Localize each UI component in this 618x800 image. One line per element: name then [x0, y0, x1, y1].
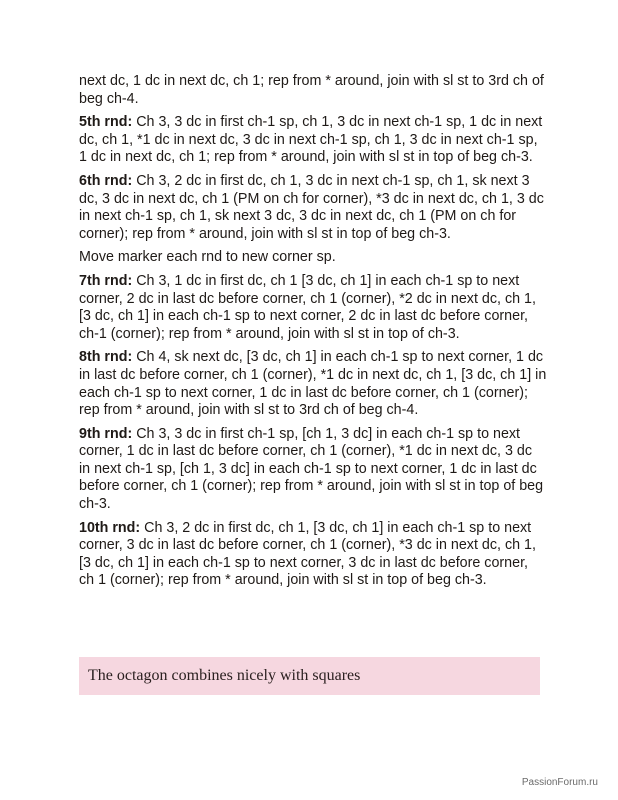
round-6 — [79, 173, 547, 243]
watermark: PassionForum.ru — [521, 777, 598, 788]
round-label: 5th rnd: — [79, 114, 133, 131]
round-text: Ch 3, 1 dc in first dc, ch 1 [3 dc, ch 1] in each ch-1 sp to next corner, 2 dc in last dc before corner, ch 1 (corner), *2 dc in next dc, ch 1, [3 dc, ch 1] in each ch-1 sp to next corner, 2 dc in last dc before corner, ch-1 (corner); rep from * around, join with sl st in top of ch-3. — [79, 272, 536, 342]
round-label: 8th rnd: — [79, 349, 133, 366]
callout-text: The octagon combines nicely with squares — [88, 667, 361, 684]
round-7 — [79, 273, 547, 343]
round-9 — [79, 426, 547, 514]
round-label: 10th rnd: — [79, 519, 141, 536]
round-label: 6th rnd: — [79, 172, 133, 189]
round-text: Ch 3, 3 dc in first ch-1 sp, ch 1, 3 dc in next ch-1 sp, 1 dc in next dc, ch 1, *1 dc in next dc, 3 dc in next ch-1 sp, ch 1, 3 dc in next ch-1 sp, 1 dc in next dc, ch 1; rep from * around, join with sl st in top of beg ch-3. — [79, 114, 543, 166]
round-text: Ch 3, 2 dc in first dc, ch 1, [3 dc, ch 1] in each ch-1 sp to next corner, 3 dc in last dc before corner, ch 1 (corner), *3 dc in next dc, ch 1, [3 dc, ch 1] in each ch-1 sp to next corner, 3 dc in last dc before corner, ch 1 (corner); rep from * around, join with sl st in top of beg ch-3. — [79, 519, 536, 589]
round-8 — [79, 349, 547, 419]
round-text: Ch 4, sk next dc, [3 dc, ch 1] in each ch-1 sp to next corner, 1 dc in last dc before corner, ch 1 (corner), *1 dc in next dc, ch 1, [3 dc, ch 1] in each ch-1 sp to next corner, 1 dc in last dc before corner, ch 1 (corner); rep from * around, join with sl st to 3rd ch of beg ch-4. — [79, 349, 547, 419]
marker-note: Move marker each rnd to new corner sp. — [79, 249, 336, 266]
pattern-instructions — [79, 73, 547, 596]
callout-box — [79, 657, 540, 695]
round-text: Ch 3, 3 dc in first ch-1 sp, [ch 1, 3 dc] in each ch-1 sp to next corner, 1 dc in last dc before corner, ch 1 (corner), *1 dc in next dc, 3 dc in next ch-1 sp, [ch 1, 3 dc] in each ch-1 sp to next corner, 1 dc in last dc before corner, ch 1 (corner); rep from * around, join with sl st in top of beg ch-3. — [79, 425, 544, 513]
intro-paragraph: next dc, 1 dc in next dc, ch 1; rep from * around, join with sl st to 3rd ch of beg ch-4. — [79, 73, 544, 107]
round-10 — [79, 520, 547, 590]
round-text: Ch 3, 2 dc in first dc, ch 1, 3 dc in next ch-1 sp, ch 1, sk next 3 dc, 3 dc in next dc, ch 1 (PM on ch for corner), *3 dc in next dc, ch 1, 3 dc in next ch-1 sp, ch 1, sk next 3 dc, 3 dc in next dc, ch 1 (PM on ch for corner); rep from * around, join with sl st in top of beg ch-3. — [79, 172, 544, 242]
round-label: 7th rnd: — [79, 272, 133, 289]
round-label: 9th rnd: — [79, 425, 133, 442]
round-5 — [79, 114, 547, 167]
